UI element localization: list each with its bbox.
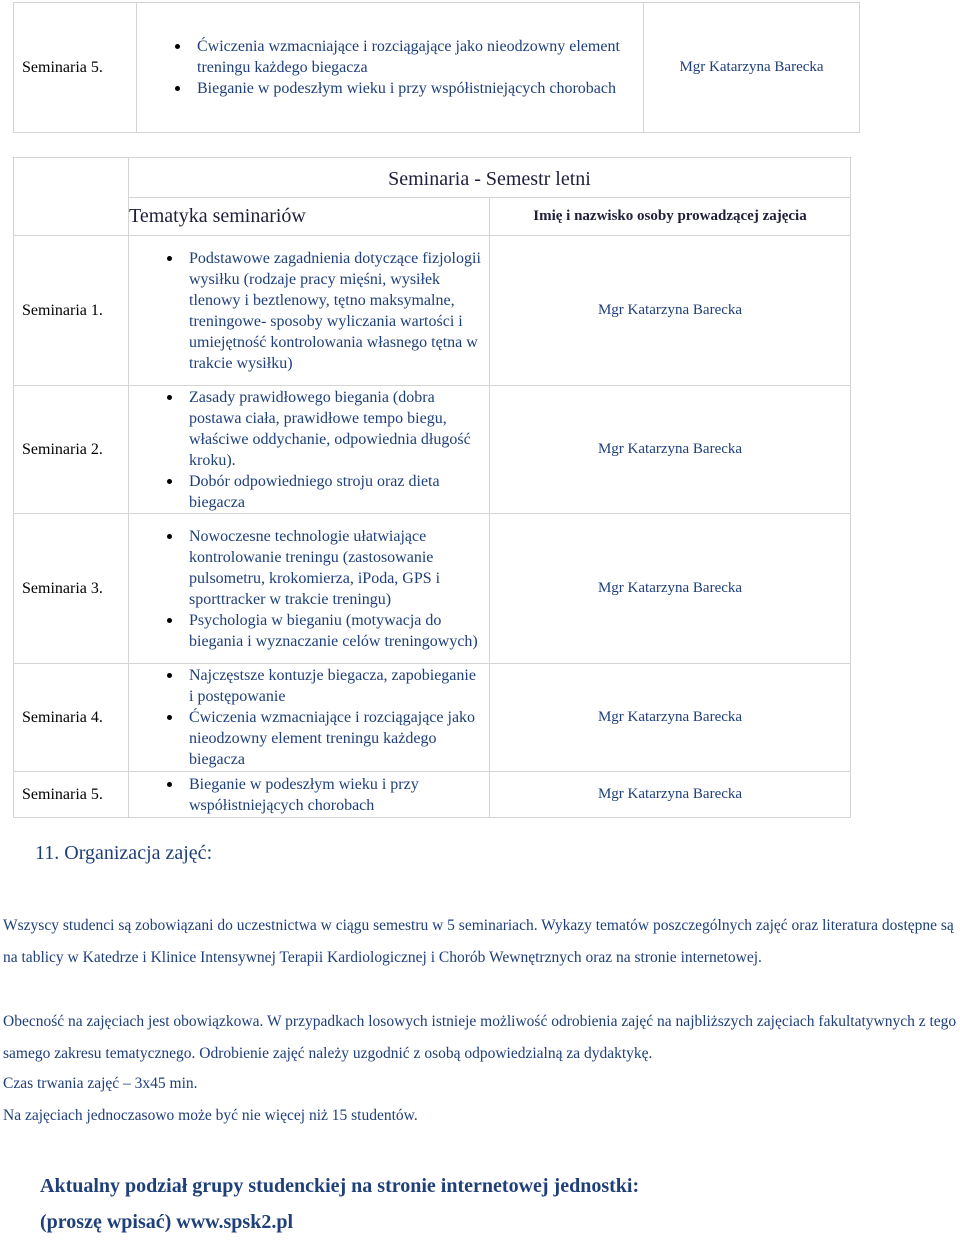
person-header: Imię i nazwisko osoby prowadzącej zajęcia: [490, 198, 851, 236]
topic-cell: [129, 772, 490, 818]
seminar-label: Seminaria 1.: [14, 236, 129, 386]
list-item: Najczęstsze kontuzje biegacza, zapobieganie i postępowanie: [129, 665, 489, 707]
main-seminar-table: [13, 157, 851, 818]
topic-header: Tematyka seminariów: [129, 198, 490, 236]
list-item: Podstawowe zagadnienia dotyczące fizjologii wysiłku (rodzaje pracy mięśni, wysiłek tlenowy i beztlenowy, tętno maksymalne, treningowe- sposoby wyliczania wartości i umiejętność kontrolowania własnego tętna w trakcie wysiłku): [129, 248, 489, 374]
list-item: Zasady prawidłowego biegania (dobra postawa ciała, prawidłowe tempo biegu, właściwe oddychanie, odpowiednia długość kroku).: [129, 387, 489, 471]
list-item: Bieganie w podeszłym wieku i przy współistniejących chorobach: [129, 774, 489, 816]
paragraph: Na zajęciach jednoczasowo może być nie więcej niż 15 studentów.: [3, 1107, 418, 1124]
topic-cell: [129, 236, 490, 386]
table-row: [14, 514, 851, 664]
table-row: [14, 236, 851, 386]
table-row: [14, 772, 851, 818]
empty-header-cell: [14, 158, 129, 236]
list-item: Psychologia w bieganiu (motywacja do biegania i wyznaczanie celów treningowych): [129, 610, 489, 652]
seminar-label: Seminaria 2.: [14, 386, 129, 514]
person-cell: Mgr Katarzyna Barecka: [644, 3, 860, 133]
section-heading: 11. Organizacja zajęć:: [35, 842, 213, 864]
topic-cell: [137, 3, 644, 133]
person-cell: Mgr Katarzyna Barecka: [490, 236, 851, 386]
seminar-label: Seminaria 3.: [14, 514, 129, 664]
person-cell: Mgr Katarzyna Barecka: [490, 386, 851, 514]
footer-line-1: Aktualny podział grupy studenckiej na stronie internetowej jednostki:: [40, 1175, 640, 1197]
list-item: Dobór odpowiedniego stroju oraz dieta biegacza: [129, 471, 489, 513]
table-title: Seminaria - Semestr letni: [129, 158, 851, 198]
list-item: Ćwiczenia wzmacniające i rozciągające jako nieodzowny element treningu każdego biegacza: [137, 36, 643, 78]
footer-line-2: (proszę wpisać) www.spsk2.pl: [40, 1211, 293, 1233]
topic-list: [137, 36, 643, 99]
table-row: [14, 386, 851, 514]
paragraph: Obecność na zajęciach jest obowiązkowa. W przypadkach losowych istnieje możliwość odrobienia zajęć na najbliższych zajęciach fakultatywnych z tego samego zakresu tematycznego. Odrobienie zajęć należy uzgodnić z osobą odpowiedzialną za dydaktykę.: [3, 1013, 957, 1062]
person-cell: Mgr Katarzyna Barecka: [490, 772, 851, 818]
topic-cell: [129, 386, 490, 514]
list-item: Nowoczesne technologie ułatwiające kontrolowanie treningu (zastosowanie pulsometru, krokomierza, iPoda, GPS i sporttracker w trakcie treningu): [129, 526, 489, 610]
paragraph: Wszyscy studenci są zobowiązani do uczestnictwa w ciągu semestru w 5 seminariach. Wykazy tematów poszczególnych zajęć oraz literatura dostępne są na tablicy w Katedrze i Klinice Intensywnej Terapii Kardiologicznej i Chorób Wewnętrznych oraz na stronie internetowej.: [3, 917, 954, 966]
list-item: Ćwiczenia wzmacniające i rozciągające jako nieodzowny element treningu każdego biegacza: [129, 707, 489, 770]
seminar-label: Seminaria 5.: [14, 3, 137, 133]
person-cell: Mgr Katarzyna Barecka: [490, 514, 851, 664]
topic-cell: [129, 514, 490, 664]
paragraph: Czas trwania zajęć – 3x45 min.: [3, 1075, 198, 1092]
seminar-label: Seminaria 4.: [14, 664, 129, 772]
table-row: [14, 664, 851, 772]
list-item: Bieganie w podeszłym wieku i przy współistniejących chorobach: [137, 78, 643, 99]
seminar-label: Seminaria 5.: [14, 772, 129, 818]
top-seminar-table: [13, 2, 860, 133]
topic-cell: [129, 664, 490, 772]
person-cell: Mgr Katarzyna Barecka: [490, 664, 851, 772]
